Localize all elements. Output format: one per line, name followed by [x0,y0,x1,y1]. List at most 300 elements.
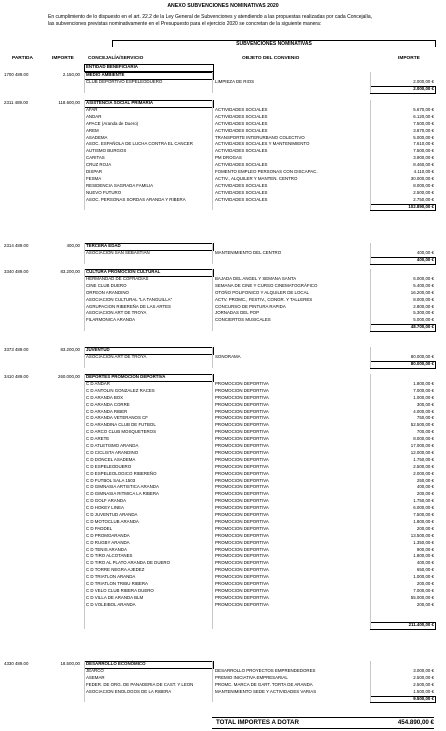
column-divider [370,347,371,368]
table-row [0,141,446,148]
table-row [0,505,446,512]
table-row [0,668,446,675]
row-beneficiary: C D FUTBOL SALA 1503 [86,477,136,483]
table-row [0,162,446,169]
row-object: ACTIVIDADES SOCIALES [215,113,268,119]
row-object: PROMOCION DEPORTIVA [215,491,269,497]
row-amount: 250,00 € [416,477,434,483]
row-beneficiary: C D VILLA DE ARANDA BLM [86,594,144,600]
row-amount: 900,00 € [416,546,434,552]
row-amount: 750,00 € [416,415,434,421]
row-object: ACTIVIDADES SOCIALES [215,189,268,195]
table-row [0,381,446,388]
row-amount: 55.000,00 € [410,594,434,600]
section-importe: 400,00 [66,243,80,248]
column-divider [370,72,371,93]
row-beneficiary: C D ARETE [86,436,110,442]
header-concejalia: CONCEJALÍA/SERVICIO [88,56,144,61]
row-amount: 2.750,00 € [413,196,434,202]
section-total-box [370,257,436,265]
section-header [0,374,446,381]
row-beneficiary: C D RUGBY ARANDA [86,539,130,545]
document-title: ANEXO SUBVENCIONES NOMINATIVAS 2020 [167,3,279,9]
section-name-box [84,64,214,72]
row-object: PROMC. MARCA DE GART. TORTA DE ARANDA [215,681,313,687]
row-amount: 1.750,00 € [413,498,434,504]
section-name: MEDIO AMBIENTE [86,72,125,77]
section-importe: 2.150,00 [62,72,80,77]
row-amount: 2.500,00 € [413,674,434,680]
table-row [0,581,446,588]
column-divider [84,100,85,210]
row-amount: 300,00 € [416,401,434,407]
table-row [0,484,446,491]
section-total-box [370,361,436,369]
table-row [0,491,446,498]
row-amount: 3.900,00 € [413,155,434,161]
table-row [0,395,446,402]
row-object: PROMOCION DEPORTIVA [215,387,269,393]
row-beneficiary: C D HOKEY LINEA [86,505,124,511]
row-object: PROMOCION DEPORTIVA [215,408,269,414]
row-object: ACTIVIDADES SOCIALES [215,162,268,168]
row-beneficiary: C D JUVENTUD ARANDA [86,512,138,517]
row-beneficiary: C D VELO CLUB RIBERA DUERO [86,587,154,593]
row-beneficiary: C D TIRO AL PLATO ARANDA DE DUERO [86,560,171,566]
table-row [0,283,446,290]
row-beneficiary: ANDAR [86,113,102,119]
table-title: SUBVENCIONES NOMINATIVAS [112,40,436,47]
row-object: LIMPIEZA DE RIOS [215,78,255,84]
section-header [0,661,446,668]
table-row [0,121,446,128]
table-row [0,560,446,567]
table-row [0,422,446,429]
row-object: FOMENTO EMPLEO PERSONAS CON DISCAPAC. [215,169,318,174]
row-beneficiary: AREM [86,127,99,133]
table-row [0,553,446,560]
section-partida: 3410 489.00 [4,374,29,379]
table-row [0,436,446,443]
section-importe: 83.200,00 [60,347,80,352]
table-row [0,595,446,602]
row-object: BAJADA DEL ANGEL Y SEMANA SANTA [215,275,297,281]
row-amount: 2.500,00 € [413,681,434,687]
row-object: PROMOCION DEPORTIVA [215,505,269,511]
row-beneficiary: C D ARANDA CORRE [86,401,130,407]
table-row [0,464,446,471]
table-row [0,540,446,547]
row-amount: 1.750,00 € [413,456,434,462]
table-row [0,519,446,526]
row-beneficiary: C D ARANDA BOX [86,394,124,400]
row-amount: 7.500,00 € [413,148,434,154]
row-amount: 400,00 € [416,560,434,566]
row-beneficiary: C D PADDEL [86,525,113,531]
row-object: PROMOCION DEPORTIVA [215,394,269,400]
row-amount: 8.000,00 € [413,182,434,188]
row-object: PROMOCION DEPORTIVA [215,525,269,531]
table-row [0,135,446,142]
row-object: PROMOCION DEPORTIVA [215,422,269,428]
section-total-box [370,622,436,630]
row-beneficiary: ASOCIACION CULTURAL "LA TANGUILLA" [86,296,173,302]
column-divider [370,269,371,331]
row-beneficiary: C D ESPELEOLOGICO RIBEREÑO [86,470,157,476]
row-beneficiary: ASADEMA [86,134,108,140]
row-object: PROMOCION DEPORTIVA [215,477,269,483]
table-row [0,388,446,395]
section-header [0,100,446,107]
total-label: TOTAL IMPORTES A DOTAR [216,719,299,726]
row-amount: 200,00 € [416,601,434,607]
row-amount: 5.670,00 € [413,106,434,112]
row-object: ACTIVIDADES SOCIALES [215,196,268,202]
row-object: PROMOCION DEPORTIVA [215,449,269,455]
column-divider [212,72,213,93]
row-amount: 700,00 € [416,429,434,435]
column-divider [84,72,85,93]
section-total: 400,00 € [416,256,434,262]
section-total-box [370,86,436,94]
row-amount: 1.350,00 € [413,539,434,545]
table-row [0,429,446,436]
row-beneficiary: AFAR [86,106,98,112]
section-name: DESARROLLO ECONÓMICO [86,661,146,666]
intro-line-1: En cumplimiento de lo dispuesto en el art. 22.2 de la Ley General de Subvenciones y atendiendo a las propuestas realizadas por cada Concejalía, [48,14,373,20]
row-beneficiary: C D ESPELEODUERO [86,463,132,469]
row-amount: 16.200,00 € [410,289,434,295]
column-divider [370,100,371,210]
table-row [0,197,446,204]
row-beneficiary: C D ARANDA RIBER [86,408,128,414]
section-name: DEPORTES PROMOCION DEPORTIVA [86,374,166,379]
table-row [0,79,446,86]
row-beneficiary: C D ARCO CLUB MOSQUETEROS [86,429,157,435]
table-row [0,310,446,317]
row-beneficiary: ASOCIACION ART DE TROYA [86,353,147,359]
row-beneficiary: ASOCIACIÓN SAN SEBASTIÁN [86,249,150,255]
row-beneficiary: C D GOLF ARANDA [86,498,127,504]
row-beneficiary: C D TRIATLON ARANDA [86,574,136,580]
table-row [0,588,446,595]
table-row [0,602,446,609]
row-beneficiary: C D ANTOLIN GONZALEZ RACES [86,387,155,393]
row-beneficiary: FILARMONICA ARANDA [86,317,136,323]
table-row [0,176,446,183]
row-object: PROMOCION DEPORTIVA [215,601,269,607]
column-divider [212,347,213,368]
section-name: JUVENTUD [86,347,110,352]
row-object: SEMANA DE CINE Y CURSO CINEMATOGRÁFICO [215,282,318,288]
section-partida: 4330 489.00 [4,661,29,666]
row-object: PROMOCION DEPORTIVA [215,553,269,559]
row-object: PM DROGAS [215,155,242,161]
row-amount: 7.610,00 € [413,141,434,147]
row-object: PROMOCION DEPORTIVA [215,512,269,517]
header-importe-2: IMPORTE [398,56,420,61]
intro-line-2: las subvenciones previstas nominativamente en el Presupuesto para el ejercicio 2020 se concretan de la siguiente manera: [48,21,322,28]
column-divider [212,269,213,331]
row-amount: 1.800,00 € [413,380,434,386]
column-divider [84,374,85,629]
table-row [0,574,446,581]
row-beneficiary: C D MOTOCLUB ARANDA [86,518,139,524]
section-header [0,243,446,250]
row-amount: 6.000,00 € [413,505,434,511]
table-row [0,682,446,689]
table-row [0,567,446,574]
row-amount: 17.000,00 € [410,443,434,448]
row-amount: 200,00 € [416,525,434,531]
row-amount: 2.500,00 € [413,463,434,469]
section-header [0,269,446,276]
row-object: PROMOCION DEPORTIVA [215,546,269,552]
row-beneficiary: ASOCIACION ART DE TROYA [86,310,147,316]
row-beneficiary: C D ARANDINA CLUB DE FUTBOL [86,422,156,428]
row-object: PROMOCION DEPORTIVA [215,470,269,476]
row-object: PROMOCION DEPORTIVA [215,594,269,600]
section-total: 9.500,00 € [413,695,434,701]
row-beneficiary: HERMANDAD DE COFRADIAS [86,275,149,281]
section-name: ENTIDAD BENEFICIARIA [86,64,138,69]
section-importe: 118.600,00 [58,100,80,105]
row-amount: 52.500,00 € [410,422,434,428]
row-amount: 8.000,00 € [413,436,434,442]
section-importe: 83.200,00 [60,269,80,274]
row-amount: 8.460,00 € [413,162,434,168]
row-beneficiary: NUEVO FUTURO [86,189,122,195]
section-partida: 3340 489.00 [4,269,29,274]
row-beneficiary: FEDER. DE ORG. DE PANADERIA DE CAST. Y LEON [86,681,194,687]
row-amount: 400,00 € [416,484,434,490]
row-object: ACTIVIDADES SOCIALES [215,106,268,112]
total-row [212,717,434,729]
row-beneficiary: CINE CLUB DUERO [86,282,127,288]
row-amount: 5.300,00 € [413,310,434,316]
table-row [0,107,446,114]
row-beneficiary: C D TRIATLON TRIBU RIBERA [86,581,148,586]
row-beneficiary: AUTISMO BURGOS [86,148,127,154]
row-beneficiary: C D TENIS ARANDA [86,546,127,552]
row-object: ACTIVIDADES SOCIALES Y MANTENIMIENTO [215,141,310,147]
section-total: 2.000,00 € [413,85,434,91]
header-objeto: OBJETO DEL CONVENIO [242,56,300,61]
row-amount: 1.500,00 € [413,688,434,694]
table-row [0,478,446,485]
row-amount: 5.400,00 € [413,282,434,288]
table-row [0,190,446,197]
row-amount: 4.110,00 € [413,169,434,174]
row-object: PROMOCION DEPORTIVA [215,587,269,593]
column-divider [84,243,85,264]
row-object: MANTENIMIENTO DEL CENTRO [215,249,282,255]
row-beneficiary: C D GIMNASIA ARTISTICA ARANDA [86,484,159,490]
table-row [0,354,446,361]
table-row [0,675,446,682]
table-row [0,512,446,519]
row-object: PREMIO INICIATIVA EMPRESARIAL [215,674,288,680]
row-beneficiary: C D ANDAR [86,380,110,386]
section-name: TERCERA EDAD [86,243,121,248]
row-beneficiary: C D ATLETISMO ARANDA [86,443,139,448]
column-divider [212,661,213,702]
row-object: OTOÑO POLIFONICO Y ALQUILER DE LOCAL [215,289,309,295]
section-partida: 2311 489.00 [4,100,29,105]
total-value: 454.890,00 € [397,719,434,726]
row-beneficiary: RESIDENCIA SAGRADA FAMILIA [86,182,154,188]
row-amount: 2.500,00 € [413,189,434,195]
row-amount: 30.000,00 € [410,175,434,181]
section-header [0,64,446,71]
table-row [0,498,446,505]
row-object: PROMOCION DEPORTIVA [215,401,269,407]
table-row [0,128,446,135]
section-partida: 1700 489.00 [4,72,29,77]
row-beneficiary: C D VOLEIBOL ARANDA [86,601,136,607]
section-total-box [370,696,436,704]
row-object: PROMOCION DEPORTIVA [215,463,269,469]
section-total: 48.700,00 € [410,324,434,330]
column-divider [84,347,85,368]
section-header [0,72,446,79]
section-total-box [370,324,436,332]
section-total: 80.000,00 € [410,360,434,366]
table-row [0,297,446,304]
row-object: CONCURSO DE PINTURA RAPIDA [215,303,286,309]
column-divider [84,269,85,331]
row-object: PROMOCION DEPORTIVA [215,443,269,448]
row-object: PROMOCION DEPORTIVA [215,429,269,435]
row-object: DESARROLLO PROYECTOS EMPRENDEDORES [215,667,316,673]
row-amount: 6.120,00 € [413,113,434,119]
section-importe: 18.500,00 [60,661,80,666]
row-object: PROMOCION DEPORTIVA [215,415,269,421]
row-amount: 3.870,00 € [413,127,434,133]
table-row [0,114,446,121]
row-beneficiary: C D PROMOARANDA [86,532,130,538]
row-object: PROMOCION DEPORTIVA [215,436,269,442]
row-object: SONORAMA [215,353,241,359]
row-object: CONCIERTOS MUSICALES [215,317,271,323]
row-object: PROMOCION DEPORTIVA [215,484,269,490]
row-object: MANTENIMIENTO SEDE Y ACTIVIDADES VARIAS [215,688,317,694]
row-amount: 1.800,00 € [413,518,434,524]
table-row [0,443,446,450]
row-object: PROMOCION DEPORTIVA [215,380,269,386]
table-row [0,689,446,696]
row-amount: 5.000,00 € [413,317,434,323]
column-divider [212,243,213,264]
table-row [0,402,446,409]
row-object: PROMOCION DEPORTIVA [215,518,269,524]
row-object: TRANSPORTE INTERURBANO COLECTIVO [215,134,305,140]
row-beneficiary: C D CICLISTA ARANDINO [86,449,139,455]
row-beneficiary: CARITAS [86,155,105,161]
row-object: PROMOCION DEPORTIVA [215,560,269,566]
section-total: 102.890,00 € [408,203,434,209]
table-row [0,533,446,540]
row-amount: 7.000,00 € [413,387,434,393]
row-amount: 2.800,00 € [413,303,434,309]
table-row [0,317,446,324]
table-row [0,276,446,283]
table-row [0,457,446,464]
row-amount: 1.000,00 € [413,574,434,580]
row-amount: 200,00 € [416,491,434,497]
row-amount: 7.500,00 € [413,512,434,517]
row-object: ACTV. PROMC., FESTIV., CONGR. Y TALLERES [215,296,313,302]
row-beneficiary: JEARCO [86,667,104,673]
section-name: CULTURA PROMOCION CULTURAL [86,269,161,274]
row-beneficiary: C D GIMNASIA RITMICA LA RIBERA [86,491,159,497]
row-amount: 3.000,00 € [413,667,434,673]
row-beneficiary: C D DONCEL ASADEMA [86,456,136,462]
column-divider [212,100,213,210]
row-object: JORNADAS DEL POP [215,310,259,316]
row-amount: 7.000,00 € [413,587,434,593]
row-object: PROMOCION DEPORTIVA [215,532,269,538]
section-total-box [370,204,436,212]
row-beneficiary: ASOCIACION ENOLOGOS DE LA RIBERA [86,688,172,694]
row-beneficiary: APACE (Aranda de Duero) [86,120,139,126]
section-total: 211.400,00 € [408,622,434,628]
row-object: PROMOCION DEPORTIVA [215,498,269,504]
row-object: PROMOCION DEPORTIVA [215,539,269,545]
row-object: ACTIV., ALQUILER Y MANTEN. CENTRO [215,175,298,181]
row-object: ACTIVIDADES SOCIALES [215,120,268,126]
row-object: ACTIVIDADES SOCIALES [215,148,268,154]
table-row [0,304,446,311]
table-row [0,547,446,554]
row-amount: 4.000,00 € [413,408,434,414]
section-partida: 2314 489.00 [4,243,29,248]
column-divider [370,374,371,629]
row-beneficiary: ASOC. ESPAÑOLA DE LUCHA CONTRA EL CANCER [86,141,193,147]
table-row [0,290,446,297]
row-object: PROMOCION DEPORTIVA [215,581,269,586]
column-divider [370,661,371,702]
column-divider [84,661,85,702]
row-amount: 5.000,00 € [413,134,434,140]
table-row [0,250,446,257]
header-partida: PARTIDA [12,56,33,61]
row-beneficiary: C D TORRE NEGRA AJEDEZ [86,567,145,573]
row-beneficiary: CRUZ ROJA [86,162,112,168]
column-divider [212,374,213,629]
table-row [0,169,446,176]
table-row [0,526,446,533]
table-row [0,471,446,478]
section-importe: 260.000,00 [58,374,80,379]
row-beneficiary: C D TIRO ALCOTANES [86,553,133,559]
table-row [0,183,446,190]
row-amount: 200,00 € [416,581,434,586]
row-amount: 400,00 € [416,249,434,255]
table-row [0,409,446,416]
row-amount: 1.000,00 € [413,394,434,400]
row-object: ACTIVIDADES SOCIALES [215,182,268,188]
row-amount: 13.500,00 € [410,532,434,538]
column-divider [370,243,371,264]
row-amount: 650,00 € [416,567,434,573]
row-object: ACTIVIDADES SOCIALES [215,127,268,133]
row-object: PROMOCION DEPORTIVA [215,567,269,573]
row-beneficiary: AGRUPACION RIBEREÑA DE LAS ARTES [86,303,171,309]
row-amount: 12.000,00 € [410,449,434,455]
row-amount: 2.000,00 € [413,470,434,476]
row-beneficiary: C D ARANDA VETERANOS CF [86,415,148,421]
